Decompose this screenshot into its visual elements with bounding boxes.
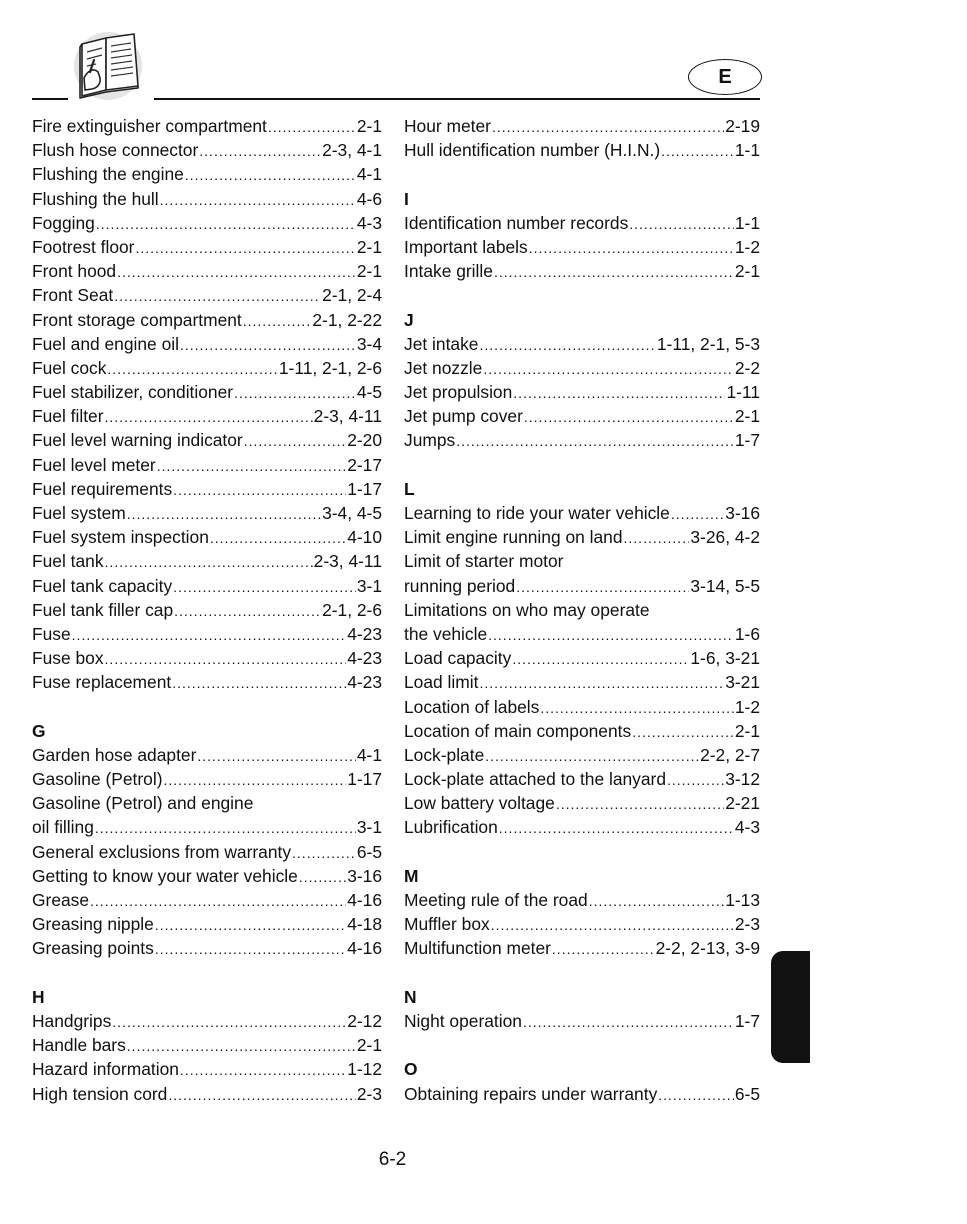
index-entry [404, 912, 760, 936]
index-term: Jet propulsion [404, 382, 513, 403]
index-page-ref: 1-2 [734, 696, 760, 717]
index-entry [32, 235, 382, 259]
index-term: Meeting rule of the road [404, 890, 588, 910]
dot-leader [90, 889, 346, 913]
section-heading: H [32, 986, 45, 1007]
index-page-ref: 1-1 [734, 140, 760, 161]
dot-leader [632, 720, 734, 744]
index-page-ref: 2-1 [734, 720, 760, 741]
index-term: Handle bars [32, 1035, 126, 1056]
index-term: Fuel system [32, 503, 126, 523]
index-entry [32, 1082, 382, 1106]
index-entry [32, 622, 382, 646]
index-entry [32, 453, 382, 477]
dot-leader [96, 212, 356, 236]
index-entry [32, 138, 382, 162]
section-spacer [32, 695, 382, 719]
dot-leader [667, 768, 724, 792]
index-term: Fuel level meter [32, 454, 156, 475]
index-page-ref: 1-11 [726, 382, 760, 403]
index-entry [404, 211, 760, 235]
index-term: Learning to ride your water vehicle [404, 503, 670, 523]
index-page-ref: 4-23 [347, 648, 382, 669]
dot-leader [494, 260, 734, 284]
index-term: Limit engine running on land [404, 527, 623, 548]
dot-leader [180, 1058, 346, 1082]
index-page-ref: 3-16 [347, 865, 382, 886]
section-heading: J [404, 309, 414, 330]
section-heading: O [404, 1059, 418, 1080]
index-term: Garden hose adapter [32, 744, 197, 765]
dot-leader [72, 623, 347, 647]
index-term: Greasing points [32, 938, 154, 959]
index-page-ref: 2-2, 2-7 [700, 744, 760, 765]
index-term: General exclusions from warranty [32, 841, 292, 862]
index-term: Lock-plate [404, 744, 485, 765]
index-page-ref: 1-7 [734, 430, 760, 451]
index-page-ref: 1-13 [725, 890, 760, 910]
index-term: Gasoline (Petrol) [32, 769, 163, 790]
index-entry [32, 162, 382, 186]
dot-leader [105, 550, 313, 574]
index-page-ref: 2-3 [356, 1083, 382, 1104]
dot-leader [127, 1034, 356, 1058]
index-entry [404, 428, 760, 452]
index-term: Load limit [404, 672, 479, 693]
index-page-ref: 6-5 [356, 841, 382, 862]
index-entry [404, 114, 760, 138]
index-page-ref: 2-1 [356, 1035, 382, 1056]
index-term: running period [404, 575, 516, 596]
index-page-ref: 1-2 [734, 236, 760, 257]
index-entry [32, 380, 382, 404]
index-page-ref: 2-17 [347, 454, 382, 475]
dot-leader [479, 333, 655, 357]
index-term: Front hood [32, 261, 117, 282]
index-entry [32, 1057, 382, 1081]
dot-leader [589, 889, 725, 913]
dot-leader [485, 744, 699, 768]
index-entry [32, 767, 382, 791]
index-entry [32, 525, 382, 549]
index-entry-line: Gasoline (Petrol) and engine [32, 793, 254, 814]
index-page-ref: 4-23 [347, 623, 382, 644]
index-term: Flushing the engine [32, 164, 184, 185]
dot-leader [513, 381, 725, 405]
dot-leader [488, 623, 734, 647]
index-term: Fogging [32, 212, 95, 233]
section-heading: N [404, 986, 417, 1007]
index-entry [32, 670, 382, 694]
section-heading: L [404, 478, 415, 499]
dot-leader [157, 454, 346, 478]
index-page-ref: 2-1, 2-4 [322, 285, 382, 306]
index-term: Fuel system inspection [32, 527, 209, 548]
index-term: Fuel tank capacity [32, 575, 173, 596]
header-rule [154, 98, 760, 100]
dot-leader [180, 333, 356, 357]
dot-leader [199, 139, 321, 163]
index-term: High tension cord [32, 1083, 168, 1104]
index-page-ref: 4-1 [356, 744, 382, 765]
index-term: Hazard information [32, 1059, 179, 1080]
index-page-ref: 2-2 [734, 357, 760, 378]
index-term: Fuse box [32, 648, 104, 669]
index-entry [404, 356, 760, 380]
index-term: Location of main components [404, 720, 632, 741]
index-page-ref: 3-26, 4-2 [690, 527, 760, 548]
index-page-ref: 2-1 [734, 261, 760, 282]
section-spacer [404, 162, 760, 186]
index-term: Fuse [32, 623, 71, 644]
index-entry [404, 138, 760, 162]
index-entry [404, 235, 760, 259]
dot-leader [127, 502, 321, 526]
header-rule-left [32, 98, 68, 100]
index-entry [404, 815, 760, 839]
index-page-ref: 1-17 [347, 769, 382, 790]
dot-leader [492, 115, 724, 139]
index-column-right [404, 114, 760, 1106]
manual-book-icon [70, 26, 148, 102]
index-page-ref: 2-20 [347, 430, 382, 451]
index-entry [32, 187, 382, 211]
index-term: Fuel and engine oil [32, 333, 179, 354]
index-term: Fire extinguisher compartment [32, 116, 267, 136]
section-spacer [404, 1033, 760, 1057]
index-entry [404, 1009, 760, 1033]
dot-leader [105, 647, 347, 671]
dot-leader [483, 357, 734, 381]
index-entry [404, 888, 760, 912]
index-entry [32, 646, 382, 670]
index-term: Intake grille [404, 261, 493, 282]
index-entry [32, 1009, 382, 1033]
index-term: Fuel requirements [32, 478, 173, 499]
index-page-ref: 6-5 [734, 1083, 760, 1104]
dot-leader [540, 696, 734, 720]
index-page-ref: 3-12 [725, 769, 760, 790]
index-page-ref: 2-3, 4-1 [322, 140, 382, 161]
dot-leader [114, 284, 321, 308]
index-entry [404, 743, 760, 767]
index-entry [404, 501, 760, 525]
dot-leader [244, 429, 346, 453]
dot-leader [658, 1083, 734, 1107]
index-entry [404, 574, 760, 598]
dot-leader [661, 139, 734, 163]
index-term: Obtaining repairs under warranty [404, 1083, 658, 1104]
index-entry [404, 719, 760, 743]
index-term: Fuel tank [32, 551, 104, 572]
section-edge-tab [771, 951, 810, 1063]
index-entry [32, 598, 382, 622]
index-term: Fuel level warning indicator [32, 430, 243, 451]
dot-leader [163, 768, 346, 792]
index-term: oil filling [32, 817, 94, 838]
index-term: Fuse replacement [32, 672, 172, 693]
section-heading: G [32, 720, 46, 741]
index-page-ref: 1-6 [734, 623, 760, 644]
index-entry-line: Limit of starter motor [404, 551, 564, 572]
dot-leader [524, 405, 734, 429]
dot-leader [197, 744, 355, 768]
dot-leader [105, 405, 313, 429]
index-page-ref: 3-1 [356, 575, 382, 596]
index-term: Identification number records [404, 212, 629, 233]
section-spacer [404, 840, 760, 864]
dot-leader [512, 647, 689, 671]
dot-leader [292, 841, 356, 865]
dot-leader [556, 792, 724, 816]
dot-leader [155, 937, 346, 961]
dot-leader [210, 526, 346, 550]
index-term: Fuel filter [32, 406, 104, 427]
index-entry [32, 211, 382, 235]
index-entry [404, 525, 760, 549]
index-page-ref: 3-4, 4-5 [322, 503, 382, 523]
section-heading: I [404, 188, 409, 209]
index-term: Jumps [404, 430, 456, 451]
index-page-ref: 4-3 [356, 212, 382, 233]
index-term: Jet nozzle [404, 357, 483, 378]
index-entry [32, 308, 382, 332]
index-entry [404, 791, 760, 815]
index-page-ref: 2-1 [356, 116, 382, 136]
index-page-ref: 1-1 [734, 212, 760, 233]
index-entry [404, 670, 760, 694]
dot-leader [174, 599, 321, 623]
index-page-ref: 4-16 [347, 890, 382, 910]
index-column-left [32, 114, 382, 1106]
index-page-ref: 2-3, 4-11 [313, 406, 382, 427]
index-entry [32, 477, 382, 501]
index-entry [32, 864, 382, 888]
index-term: Load capacity [404, 648, 512, 669]
index-page-ref: 2-2, 2-13, 3-9 [655, 938, 760, 959]
dot-leader [95, 816, 356, 840]
dot-leader [523, 1010, 734, 1034]
dot-leader [243, 309, 312, 333]
index-page-ref: 2-3 [734, 914, 760, 935]
index-page-ref: 3-16 [725, 503, 760, 523]
index-term: Flushing the hull [32, 188, 159, 209]
index-entry [32, 1033, 382, 1057]
section-spacer [404, 283, 760, 307]
dot-leader [516, 575, 689, 599]
dot-leader [529, 236, 734, 260]
index-entry [32, 428, 382, 452]
page-number: 6-2 [378, 1149, 407, 1170]
index-entry [32, 404, 382, 428]
dot-leader [185, 163, 356, 187]
index-entry [32, 936, 382, 960]
index-term: Hour meter [404, 116, 491, 136]
section-heading: M [404, 865, 419, 886]
index-term: Muffler box [404, 914, 490, 935]
index-entry [32, 501, 382, 525]
index-page-ref: 3-14, 5-5 [690, 575, 760, 596]
index-entry [404, 936, 760, 960]
index-page-ref: 4-18 [347, 914, 382, 935]
index-term: Greasing nipple [32, 914, 154, 935]
index-page-ref: 3-21 [725, 672, 760, 693]
dot-leader [107, 357, 277, 381]
dot-leader [173, 575, 356, 599]
index-page-ref: 3-1 [356, 817, 382, 838]
index-entry [404, 332, 760, 356]
dot-leader [172, 671, 346, 695]
dot-leader [117, 260, 356, 284]
index-term: Location of labels [404, 696, 540, 717]
dot-leader [629, 212, 734, 236]
index-entry [32, 283, 382, 307]
index-page-ref: 1-7 [734, 1010, 760, 1031]
index-entry [32, 888, 382, 912]
index-page-ref: 2-3, 4-11 [313, 551, 382, 572]
index-page-ref: 2-1, 2-6 [322, 599, 382, 620]
index-page-ref: 4-23 [347, 672, 382, 693]
index-entry [32, 356, 382, 380]
index-term: the vehicle [404, 623, 488, 644]
language-badge: E [688, 59, 762, 95]
index-entry [32, 815, 382, 839]
dot-leader [135, 236, 355, 260]
index-page-ref: 2-1 [734, 406, 760, 427]
dot-leader [456, 429, 734, 453]
index-entry [404, 622, 760, 646]
index-term: Getting to know your water vehicle [32, 865, 298, 886]
dot-leader [234, 381, 356, 405]
index-entry [404, 259, 760, 283]
index-entry [32, 114, 382, 138]
dot-leader [299, 865, 346, 889]
index-entry [32, 574, 382, 598]
dot-leader [671, 502, 724, 526]
index-page-ref: 2-1, 2-22 [312, 309, 382, 330]
index-page-ref: 2-1 [356, 236, 382, 257]
index-page-ref: 1-6, 3-21 [690, 648, 760, 669]
index-entry [32, 840, 382, 864]
index-page-ref: 4-3 [734, 817, 760, 838]
index-page-ref: 4-16 [347, 938, 382, 959]
index-term: Handgrips [32, 1010, 112, 1031]
index-entry [32, 259, 382, 283]
index-page-ref: 1-11, 2-1, 2-6 [278, 357, 382, 378]
dot-leader [268, 115, 356, 139]
index-term: Jet pump cover [404, 406, 523, 427]
index-page-ref: 1-11, 2-1, 5-3 [656, 333, 760, 354]
dot-leader [168, 1083, 356, 1107]
index-term: Lubrification [404, 817, 498, 838]
index-term: Hull identification number (H.I.N.) [404, 140, 661, 161]
index-page-ref: 1-17 [347, 478, 382, 499]
dot-leader [491, 913, 734, 937]
dot-leader [160, 188, 356, 212]
dot-leader [624, 526, 690, 550]
index-entry [32, 743, 382, 767]
dot-leader [479, 671, 724, 695]
index-page-ref: 4-10 [347, 527, 382, 548]
index-page-ref: 2-12 [347, 1010, 382, 1031]
index-term: Important labels [404, 236, 528, 257]
index-page-ref: 4-6 [356, 188, 382, 209]
index-page-ref: 2-21 [725, 793, 760, 814]
index-term: Multifunction meter [404, 938, 551, 959]
index-entry [404, 404, 760, 428]
index-term: Grease [32, 890, 90, 910]
index-entry [32, 549, 382, 573]
index-entry [404, 695, 760, 719]
index-page-ref: 2-1 [356, 261, 382, 282]
section-spacer [404, 961, 760, 985]
index-term: Jet intake [404, 333, 479, 354]
index-entry [404, 380, 760, 404]
index-entry [32, 332, 382, 356]
dot-leader [552, 937, 655, 961]
section-spacer [404, 453, 760, 477]
dot-leader [155, 913, 346, 937]
dot-leader [173, 478, 346, 502]
dot-leader [499, 816, 734, 840]
index-entry [404, 767, 760, 791]
index-term: Low battery voltage [404, 793, 555, 814]
index-page-ref: 1-12 [347, 1059, 382, 1080]
index-term: Fuel cock [32, 357, 107, 378]
index-entry [404, 1082, 760, 1106]
dot-leader [112, 1010, 346, 1034]
index-term: Footrest floor [32, 236, 135, 257]
index-term: Lock-plate attached to the lanyard [404, 769, 666, 790]
section-spacer [32, 961, 382, 985]
index-term: Night operation [404, 1010, 522, 1031]
index-term: Flush hose connector [32, 140, 199, 161]
index-entry [32, 912, 382, 936]
index-page-ref: 4-1 [356, 164, 382, 185]
index-page-ref: 4-5 [356, 382, 382, 403]
index-term: Fuel tank filler cap [32, 599, 174, 620]
index-term: Fuel stabilizer, conditioner [32, 382, 234, 403]
index-term: Front Seat [32, 285, 114, 306]
index-entry-line: Limitations on who may operate [404, 599, 650, 620]
index-entry [404, 646, 760, 670]
index-page-ref: 2-19 [725, 116, 760, 136]
index-term: Front storage compartment [32, 309, 242, 330]
index-page-ref: 3-4 [356, 333, 382, 354]
